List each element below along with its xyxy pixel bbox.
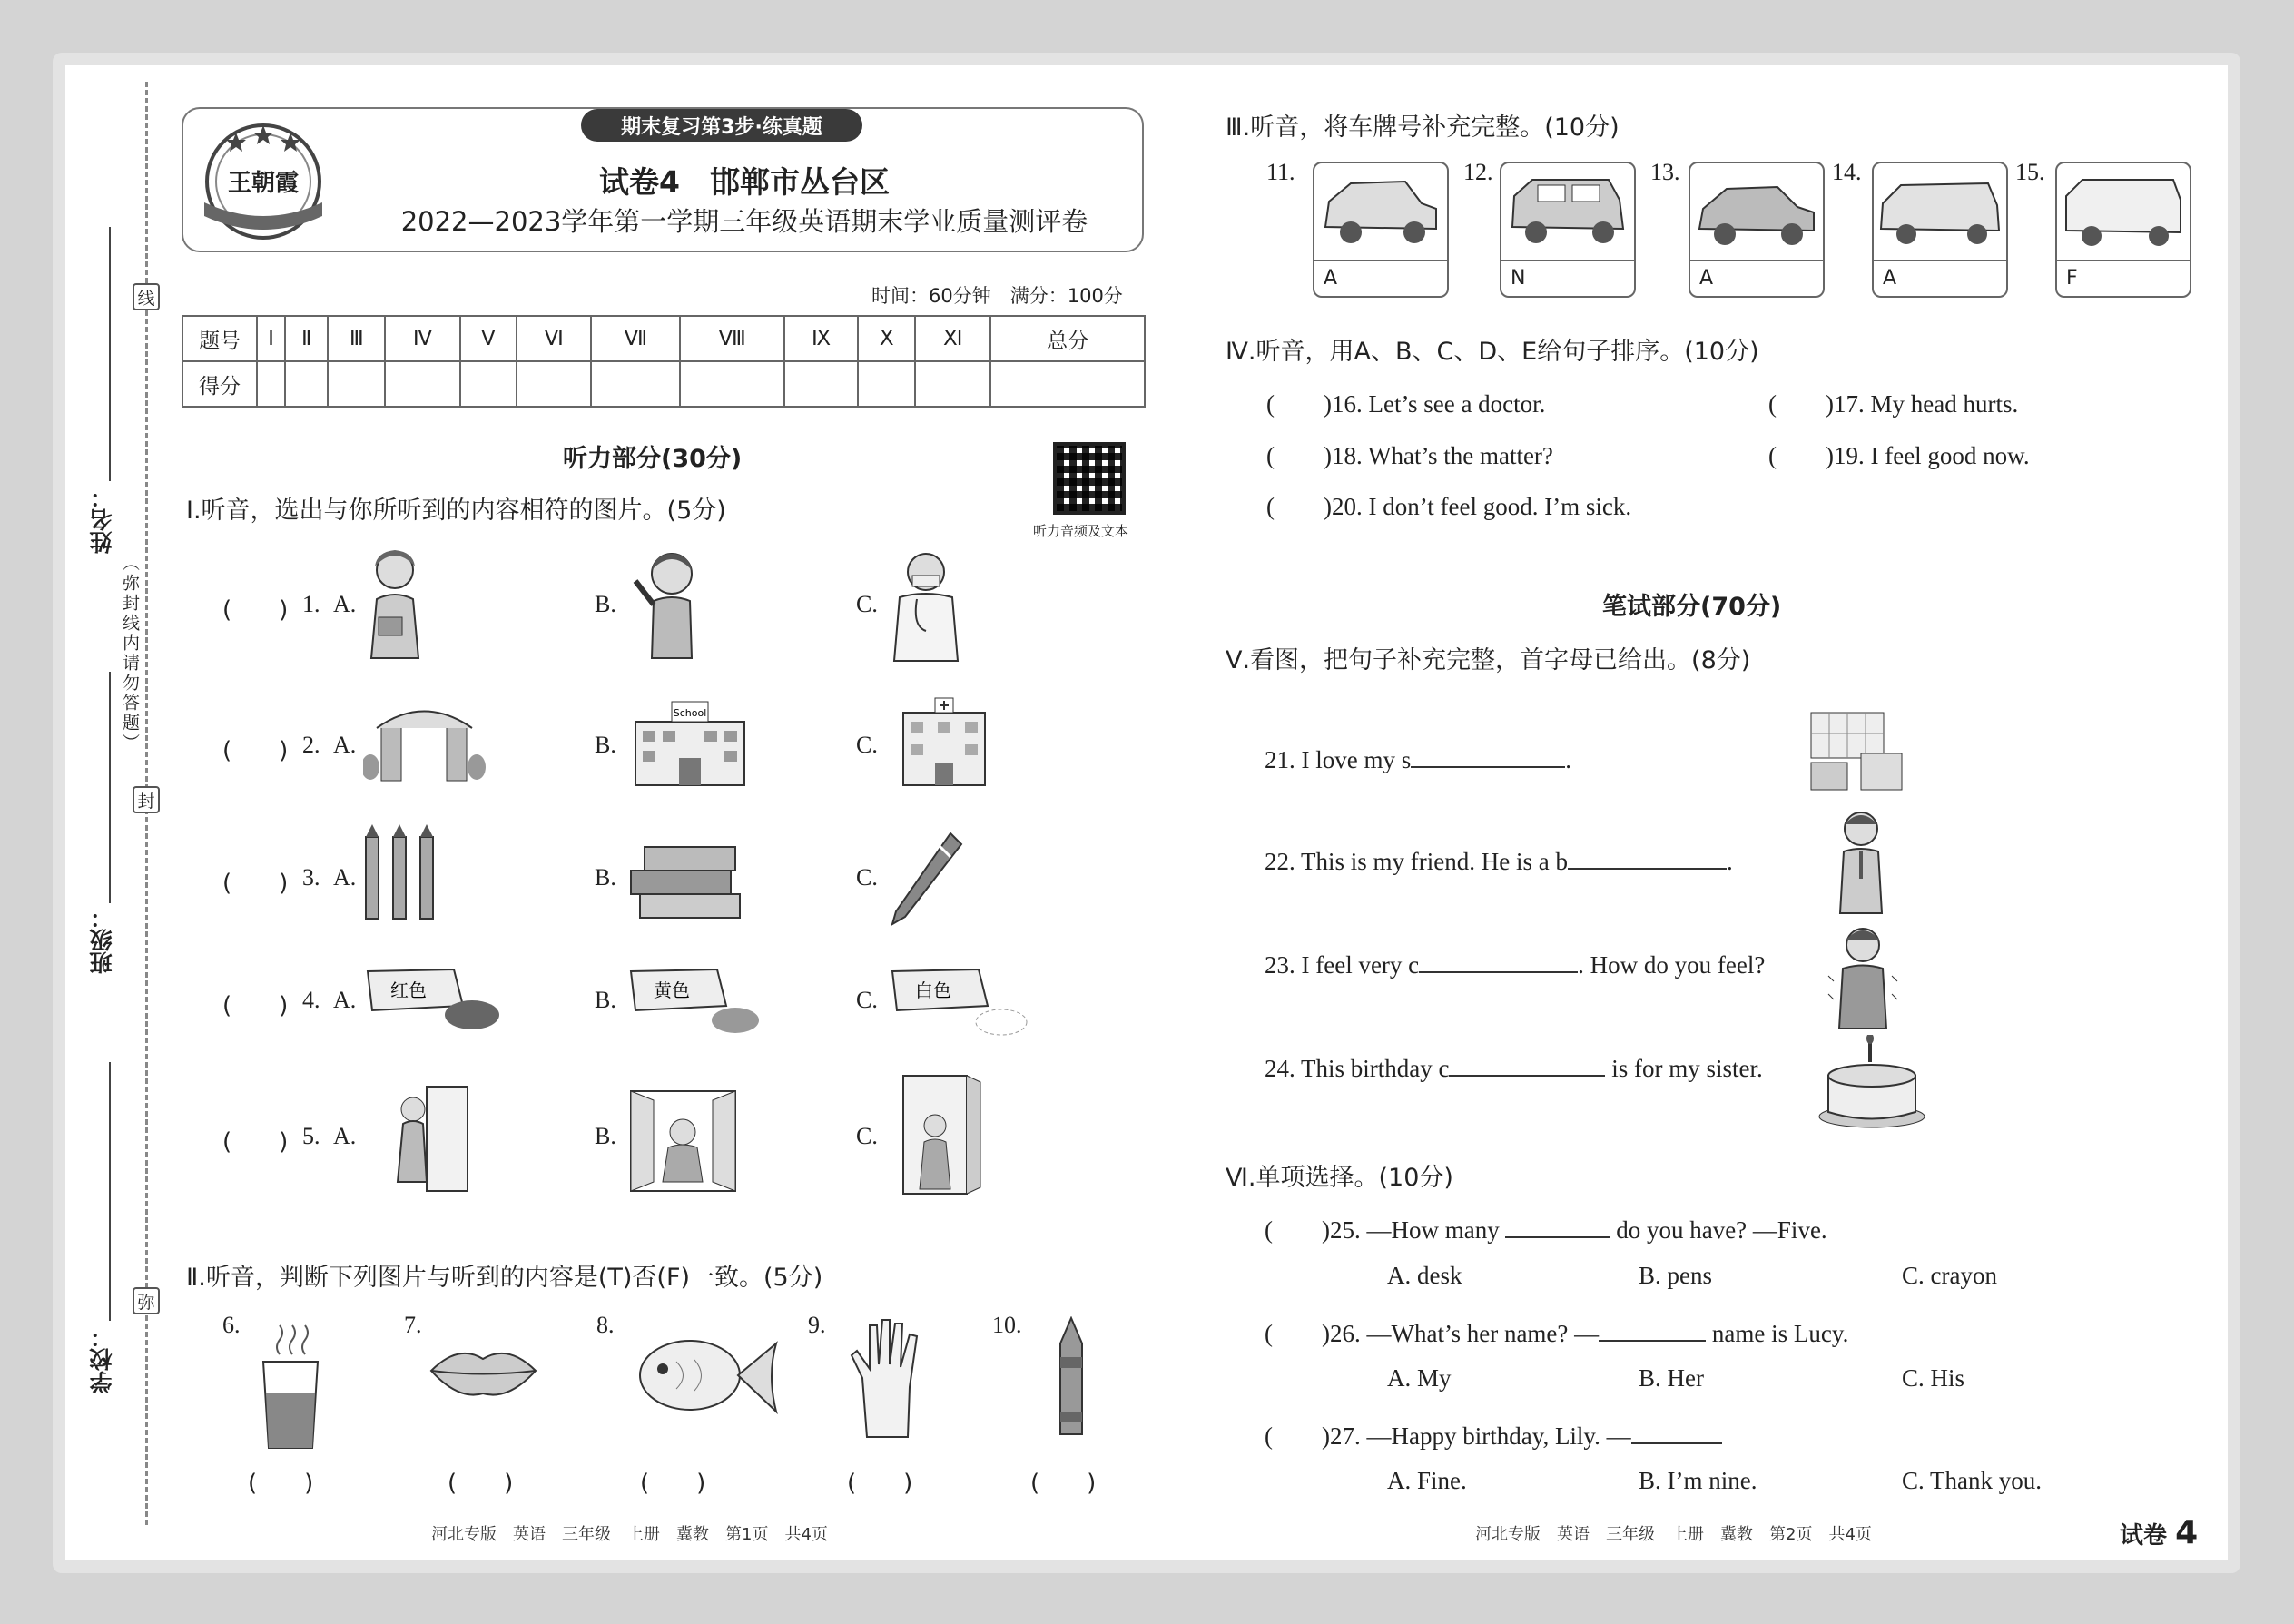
part3-heading: Ⅲ.听音，将车牌号补充完整。(10分) — [1226, 113, 1620, 142]
jeep-icon — [1501, 163, 1634, 260]
sentence-18: ( )18. What’s the matter? — [1266, 442, 1553, 469]
car-plate-box — [1872, 162, 2008, 298]
sentence-16: ( )16. Let’s see a doctor. — [1266, 390, 1546, 418]
car-icon — [1690, 163, 1823, 260]
q-number: 3. — [302, 864, 320, 891]
class-field[interactable] — [109, 672, 111, 903]
listening-title: 听力部分(30分) — [563, 445, 743, 473]
step-pill: 期末复习第3步·练真题 — [581, 109, 862, 142]
score-cell[interactable] — [285, 361, 328, 407]
option-b: B. — [595, 591, 616, 617]
name-field[interactable] — [109, 227, 111, 481]
answer-paren[interactable]: ( ) — [222, 1128, 289, 1156]
pen-picture — [885, 826, 967, 930]
item-number: 15. — [2015, 159, 2045, 185]
svg-text:红色: 红色 — [390, 979, 427, 1001]
plate-text: A — [1314, 260, 1447, 296]
answer-blank[interactable] — [1449, 1053, 1605, 1077]
doctor-picture — [885, 545, 967, 663]
option-b: B. — [595, 732, 616, 758]
part4-heading: Ⅳ.听音，用A、B、C、D、E给句子排序。(10分) — [1226, 338, 1759, 366]
school-field[interactable] — [109, 1062, 111, 1321]
mc-26-question: ( )26. —What’s her name? — name is Lucy. — [1265, 1320, 1849, 1347]
mc-25-b[interactable]: B. pens — [1639, 1262, 1712, 1289]
school-label: 学校： — [89, 1325, 115, 1393]
q-number: 4. — [302, 987, 320, 1013]
answer-paren[interactable]: ( ) — [1265, 1320, 1330, 1347]
crayon-picture — [1053, 1316, 1089, 1439]
score-row-label: 得分 — [182, 361, 257, 407]
score-col: Ⅴ — [460, 316, 517, 361]
option-c: C. — [856, 732, 878, 758]
qr-caption: 听力音频及文本 — [1033, 523, 1129, 539]
item-number: 12. — [1463, 159, 1493, 185]
mc-26-c[interactable]: C. His — [1902, 1364, 1965, 1392]
hospital-picture — [885, 694, 999, 790]
score-col: Ⅰ — [257, 316, 285, 361]
sentence-17: ( )17. My head hurts. — [1768, 390, 2019, 418]
answer-paren[interactable]: ( ) — [847, 1470, 913, 1497]
item-number: 10. — [992, 1312, 1022, 1338]
mc-26-a[interactable]: A. My — [1387, 1364, 1452, 1392]
seal-note: （弥封线内请勿答题） — [120, 554, 140, 753]
girl-opening-window-picture — [626, 1082, 740, 1196]
time-and-score: 时间：60分钟 满分：100分 — [871, 285, 1123, 307]
answer-paren[interactable]: ( ) — [1265, 1216, 1330, 1244]
hot-drink-glass-picture — [254, 1321, 327, 1452]
class-label: 班级： — [89, 906, 115, 974]
woman-teacher-picture — [359, 545, 431, 663]
car-plate-box — [1689, 162, 1825, 298]
park-gate-picture — [363, 699, 486, 785]
cold-boy-picture — [1826, 921, 1899, 1030]
score-cell[interactable] — [385, 361, 459, 407]
minivan-icon — [1874, 163, 2006, 260]
score-cell[interactable] — [990, 361, 1145, 407]
option-a: A. — [333, 864, 357, 891]
boy-waving-picture — [626, 545, 717, 663]
score-col-total: 总分 — [990, 316, 1145, 361]
school-room-picture — [1807, 708, 1915, 794]
seal-mark-mi: 弥 — [133, 1287, 160, 1314]
item-number: 9. — [808, 1312, 826, 1338]
score-col: Ⅺ — [915, 316, 990, 361]
item-number: 14. — [1832, 159, 1862, 185]
answer-paren[interactable]: ( ) — [248, 1470, 314, 1497]
score-cell[interactable] — [328, 361, 385, 407]
pencils-picture — [359, 824, 440, 933]
sentence-20: ( )20. I don’t feel good. I’m sick. — [1266, 493, 1632, 520]
answer-blank[interactable] — [1599, 1318, 1706, 1342]
score-cell[interactable] — [517, 361, 591, 407]
score-header-row — [182, 316, 1145, 361]
answer-paren[interactable]: ( ) — [1030, 1470, 1097, 1497]
answer-paren[interactable]: ( ) — [222, 992, 289, 1019]
footer-left: 河北专版 英语 三年级 上册 冀教 第1页 共4页 — [431, 1525, 828, 1544]
name-label: 姓名： — [89, 486, 115, 554]
car-plate-box — [1500, 162, 1636, 298]
item-number: 7. — [404, 1312, 422, 1338]
option-a: A. — [333, 1123, 357, 1149]
score-value-row — [182, 361, 1145, 407]
score-col: Ⅹ — [858, 316, 915, 361]
exam-subtitle: 2022—2023学年第一学期三年级英语期末学业质量测评卷 — [400, 206, 1088, 237]
option-a: A. — [333, 732, 357, 758]
item-number: 6. — [222, 1312, 241, 1338]
mc-26-b[interactable]: B. Her — [1639, 1364, 1704, 1392]
plate-text: N — [1501, 260, 1634, 296]
car-plate-box — [1313, 162, 1449, 298]
option-b: B. — [595, 987, 616, 1013]
svg-text:School: School — [673, 707, 707, 719]
score-col: Ⅵ — [517, 316, 591, 361]
seal-mark-feng: 封 — [133, 786, 160, 813]
seal-mark-xian: 线 — [133, 283, 160, 310]
answer-paren[interactable]: ( ) — [222, 596, 289, 624]
score-cell[interactable] — [680, 361, 783, 407]
score-col: Ⅱ — [285, 316, 328, 361]
part1-heading: Ⅰ.听音，选出与你所听到的内容相符的图片。(5分) — [186, 497, 726, 525]
mc-25-a[interactable]: A. desk — [1387, 1262, 1462, 1289]
answer-paren[interactable]: ( ) — [640, 1470, 706, 1497]
answer-blank[interactable] — [1419, 950, 1578, 973]
q-number: 1. — [302, 591, 320, 617]
score-col: Ⅸ — [784, 316, 859, 361]
answer-paren[interactable]: ( ) — [1266, 442, 1332, 469]
answer-paren[interactable]: ( ) — [1768, 390, 1834, 418]
score-cell[interactable] — [858, 361, 915, 407]
boy-at-door-picture — [894, 1071, 985, 1198]
part6-heading: Ⅵ.单项选择。(10分) — [1226, 1164, 1453, 1192]
answer-blank[interactable] — [1411, 744, 1565, 768]
score-cell[interactable] — [591, 361, 680, 407]
q-number: 2. — [302, 732, 320, 758]
item-number: 11. — [1266, 159, 1295, 185]
answer-paren[interactable]: ( ) — [222, 737, 289, 764]
paint-tube-white-picture — [888, 960, 1033, 1042]
score-row-label: 题号 — [182, 316, 257, 361]
fill-21: 21. I love my s . — [1265, 746, 1571, 773]
mc-25-c[interactable]: C. crayon — [1902, 1262, 1997, 1289]
part2-heading: Ⅱ.听音，判断下列图片与听到的内容是(T)否(F)一致。(5分) — [186, 1264, 823, 1292]
option-c: C. — [856, 591, 878, 617]
answer-paren[interactable]: ( ) — [448, 1470, 514, 1497]
option-c: C. — [856, 864, 878, 891]
fill-22: 22. This is my friend. He is a b . — [1265, 848, 1733, 875]
score-cell[interactable] — [915, 361, 990, 407]
mc-25-question: ( )25. —How many do you have? —Five. — [1265, 1216, 1827, 1244]
mc-27-a[interactable]: A. Fine. — [1387, 1467, 1467, 1494]
score-table — [182, 315, 1146, 408]
answer-paren[interactable]: ( ) — [1265, 1422, 1330, 1450]
plate-text: F — [2057, 260, 2190, 296]
answer-paren[interactable]: ( ) — [1768, 442, 1834, 469]
paper-badge: 试卷 4 — [2120, 1514, 2199, 1551]
answer-paren[interactable]: ( ) — [1266, 390, 1332, 418]
lips-picture — [427, 1339, 540, 1403]
plate-text: A — [1690, 260, 1823, 296]
school-building-picture — [626, 694, 753, 790]
option-c: C. — [856, 987, 878, 1013]
mc-27-b[interactable]: B. I’m nine. — [1639, 1467, 1757, 1494]
birthday-cake-picture — [1816, 1035, 1929, 1130]
written-title: 笔试部分(70分) — [1602, 593, 1782, 621]
item-number: 8. — [596, 1312, 615, 1338]
answer-paren[interactable]: ( ) — [1266, 493, 1332, 520]
score-cell[interactable] — [784, 361, 859, 407]
svg-text:黄色: 黄色 — [654, 979, 690, 1001]
van-icon — [2057, 163, 2190, 260]
score-col: Ⅲ — [328, 316, 385, 361]
exam-title: 试卷4 邯郸市丛台区 — [599, 164, 890, 200]
answer-blank[interactable] — [1631, 1421, 1722, 1444]
svg-text:王朝霞: 王朝霞 — [227, 170, 300, 197]
paint-tube-yellow-picture — [626, 960, 772, 1038]
qr-code[interactable] — [1053, 442, 1126, 515]
fill-24: 24. This birthday c is for my sister. — [1265, 1055, 1763, 1082]
item-number: 13. — [1650, 159, 1680, 185]
boy-picture — [1829, 806, 1893, 915]
score-col: Ⅷ — [680, 316, 783, 361]
mc-27-c[interactable]: C. Thank you. — [1902, 1467, 2042, 1494]
goldfish-picture — [631, 1325, 781, 1425]
score-cell[interactable] — [257, 361, 285, 407]
publisher-logo — [195, 116, 331, 243]
option-a: A. — [333, 591, 357, 617]
suv-icon — [1314, 163, 1447, 260]
fill-23: 23. I feel very c . How do you feel? — [1265, 951, 1766, 979]
svg-text:白色: 白色 — [915, 979, 951, 1001]
answer-blank[interactable] — [1568, 846, 1727, 870]
books-picture — [626, 831, 749, 926]
plate-text: A — [1874, 260, 2006, 296]
part5-heading: Ⅴ.看图，把句子补充完整，首字母已给出。(8分) — [1226, 646, 1751, 674]
answer-paren[interactable]: ( ) — [222, 870, 289, 897]
score-col: Ⅶ — [591, 316, 680, 361]
mc-27-question: ( )27. —Happy birthday, Lily. — — [1265, 1416, 1722, 1452]
option-b: B. — [595, 1123, 616, 1149]
paint-tube-red-picture — [363, 960, 508, 1033]
car-plate-box — [2055, 162, 2191, 298]
option-c: C. — [856, 1123, 878, 1149]
score-cell[interactable] — [460, 361, 517, 407]
q-number: 5. — [302, 1123, 320, 1149]
sentence-19: ( )19. I feel good now. — [1768, 442, 2030, 469]
hand-picture — [844, 1314, 935, 1442]
option-b: B. — [595, 864, 616, 891]
answer-blank[interactable] — [1505, 1215, 1610, 1238]
option-a: A. — [333, 987, 357, 1013]
score-col: Ⅳ — [385, 316, 459, 361]
footer-right: 河北专版 英语 三年级 上册 冀教 第2页 共4页 — [1475, 1525, 1872, 1544]
girl-closing-door-picture — [363, 1082, 477, 1196]
